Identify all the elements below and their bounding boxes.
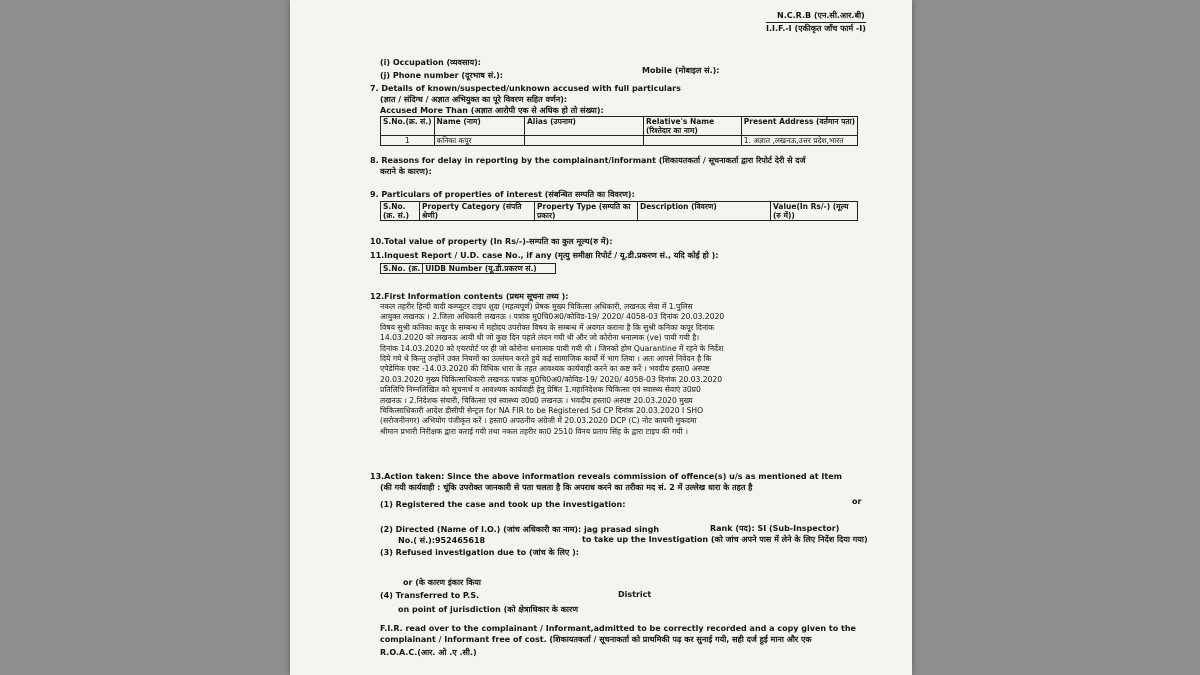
col-sno: S.No.(क्र. सं.) [381,117,435,136]
fir-line: आयुक्त लखनऊ । 2.जिला अधिकारी लखनऊ । पत्रांक मु0चि0अ0/कोविड-19/ 2020/ 4058-03 दिनांक 20.03.2020 [380,312,725,322]
fir-line: चिकित्साधिकारी आदेश डीसीपी सेन्ट्रल for NA FIR to be Registered Sd CP दिनांक 20.03.2020 I SHO [380,406,704,416]
col-description: Description (विवरण) [638,202,771,221]
row-alias [524,136,643,146]
section-9-title: 9. Particulars of properties of interest (संबन्धित सम्पति का विवरण): [370,190,635,199]
col-uidb: UIDB Number (यू.डी.प्रकरण सं.) [423,264,556,274]
fir-read-over-line1: F.I.R. read over to the complainant / Informant,admitted to be correctly recorded and a copy given to the [380,624,856,633]
row-address: 1. अज्ञात ,लखनऊ,उत्तर प्रदेश,भारत [741,136,857,146]
col-value: Value(In Rs/-) (मूल्य (रु में)) [771,202,858,221]
inquest-table-header [381,264,556,274]
fir-line: दिनांक 14.03.2020 को एयरपोर्ट पर ही जो कोरोना धनात्मक पायी गयी थी । जिनको होम Quarantine में रहने के निर्देश [380,343,724,353]
section-10-title: 10.Total value of property (In Rs/-)-सम्पति का कुल मूल्य(रु में): [370,237,613,246]
fir-line: प्रतिलिपि निम्नलिखित को सूचनार्थ व आवश्यक कार्यवाही हेतु प्रेषित 1.महानिदेशक चिकित्सा एवं स्वास्थ्य सेवाएं उ0प्र0 [380,385,701,395]
col-name: Name (नाम) [434,117,524,136]
mobile-field: Mobile (मोबाइल सं.): [642,66,720,75]
io-rank: Rank (पद): SI (Sub-Inspector) [710,524,840,533]
row-name: कनिका कपूर [434,136,524,146]
col-category: Property Category (संपति श्रेणी) [420,202,535,221]
col-sno: S.No. (क्र. [381,264,423,274]
roac-label: R.O.A.C.(आर. ओ .ए .सी.) [380,648,477,657]
table-row [381,136,858,146]
jurisdiction-label: on point of jurisdiction (को क्षेत्राधिकार के कारण [398,605,578,614]
action-refused: (3) Refused investigation due to (जांच के लिए ): [380,548,579,557]
section-7-title: 7. Details of known/suspected/unknown accused with full particulars [370,84,681,93]
accused-more-than: Accused More Than (अज्ञात आरोपी एक से अधिक हो तो संख्या): [380,106,604,115]
section-11-title: 11.Inquest Report / U.D. case No., if any (मृत्यु समीक्षा रिपोर्ट / यू.डी.प्रकरण सं., यदि कोई हो ): [370,251,719,260]
fir-document-page [290,0,912,675]
row-sno: 1 [381,136,435,146]
action-directed-line2: to take up the Investigation (को जांच अपने पास में लेने के लिए निर्देश दिया गया) [582,535,868,544]
row-relative [643,136,741,146]
fir-line: श्रीमान प्रभारी निरीक्षक द्वारा कराई गयी तथा नकल तहरीर का0 2510 विनय प्रताप सिंह के द्वारा टाइप की गयी । [380,426,688,436]
fir-line: 20.03.2020 मुख्य चिकित्साधिकारी लखनऊ पत्रांक मु0चि0अ0/कोविड-19/ 2020/ 4058-03 दिनांक 20.03.2020 [380,374,723,384]
or-label: or [852,497,862,506]
fir-line: एपेडेमिक एक्ट -14.03.2020 की विधिक धारा के तहत आवश्यक कार्यवाही करने का कष्ट करें । भवदीय हस्ता0 अस्पष्ट [380,364,710,374]
property-table-header [381,202,858,221]
fir-line: नकल तहरीर हिन्दी वादी कम्प्यूटर टाइप शुदा (महत्वपूर्ण) प्रेषक मुख्य चिकित्सा अधिकारी, लखनऊ सेवा में 1.पुलिस [380,302,693,311]
col-relative: Relative's Name (रिश्तेदार का नाम) [643,117,741,136]
section-13-title-hindi: (की गयी कार्यवाही : चूंकि उपरोक्त जानकारी से पता चलता है कि अपराध करने का तरीका मद सं. 2 में उल्लेख धारा के तहत है [380,483,753,492]
section-8-title: 8. Reasons for delay in reporting by the complainant/informant (शिकायतकर्ता / सूचनाकर्ता द्वारा रिपोर्ट देरी से दर्ज [370,156,806,165]
section-13-title: 13.Action taken: Since the above information reveals commission of offence(s) u/s as mentioned at Item [370,472,842,481]
property-table [380,201,858,221]
form-code: N.C.R.B (एन.सी.आर.बी) [777,11,865,20]
io-number: No.( सं.):952465618 [398,536,486,545]
action-transferred: (4) Transferred to P.S. [380,591,480,600]
inquest-table [380,263,556,274]
occupation-field: (i) Occupation (व्यवसाय): [380,58,481,67]
section-8-subtitle: कराने के कारण): [380,167,432,176]
col-sno: S.No. (क्र. सं.) [381,202,420,221]
form-name: I.I.F.-I (एकीकृत जाँच फार्म -I) [766,24,866,33]
section-12-title: 12.First Information contents (प्रथम सूचना तथ्य ): [370,292,569,301]
action-registered: (1) Registered the case and took up the investigation: [380,500,626,509]
col-type: Property Type (सम्पति का प्रकार) [535,202,638,221]
fir-line: दिये गये थे किन्तु उन्होंने उक्त नियमों का उल्लंघन करते हुये कई सामाजिक कार्यों में भाग लिया । अतः आपसे निवेदन है कि [380,354,712,364]
fir-line: विषय सुश्री कनिका कपूर के सम्बन्ध में महोदय उपरोक्त विषय के सम्बन्ध में अवगत कराना है कि सुश्री कनिका कपूर दिनांक [380,322,714,332]
fir-line: (सरोजनीनगर) अभियोग पंजीकृत करें । हस्ता0 अपठनीय अंग्रेजी में 20.03.2020 DCP (C) नोट कायमी मुकदमा [380,416,697,426]
phone-field: (j) Phone number (दूरभाष सं.): [380,71,503,80]
col-address: Present Address (वर्तमान पता) [741,117,857,136]
accused-table-header [381,117,858,136]
section-7-subtitle: (ज्ञात / संदिग्ध / अज्ञात अभियुक्त का पूरे विवरण सहित वर्णन): [380,95,568,104]
first-information-contents [380,302,846,437]
refused-reason: or (के कारण इंकार किया [403,578,481,587]
accused-table [380,116,858,146]
col-alias: Alias (उपनाम) [524,117,643,136]
district-label: District [618,590,652,599]
action-directed: (2) Directed (Name of I.O.) (जांच अधिकारी का नाम): jag prasad singh [380,525,660,534]
fir-read-over-line2: complainant / Informant free of cost. (शिकायतकर्ता / सूचनाकर्ता को प्राथमिकी पढ़ कर सुनाई गयी, सही दर्ज हुई माना और एक [380,635,812,644]
fir-line: लखनऊ । 2.निदेशक संचारी, चिकित्सा एवं स्वास्थ्य उ0प्र0 लखनऊ । भवदीय हस्ता0 अस्पष्ट 20.03.2020 मुख्य [380,395,693,405]
fir-line: 14.03.2020 को लखनऊ आयी थी जो कुछ दिन पहले लंदन गयी थी और जो कोरोना धनात्मक (ve) पायी गयी है। [380,333,700,343]
